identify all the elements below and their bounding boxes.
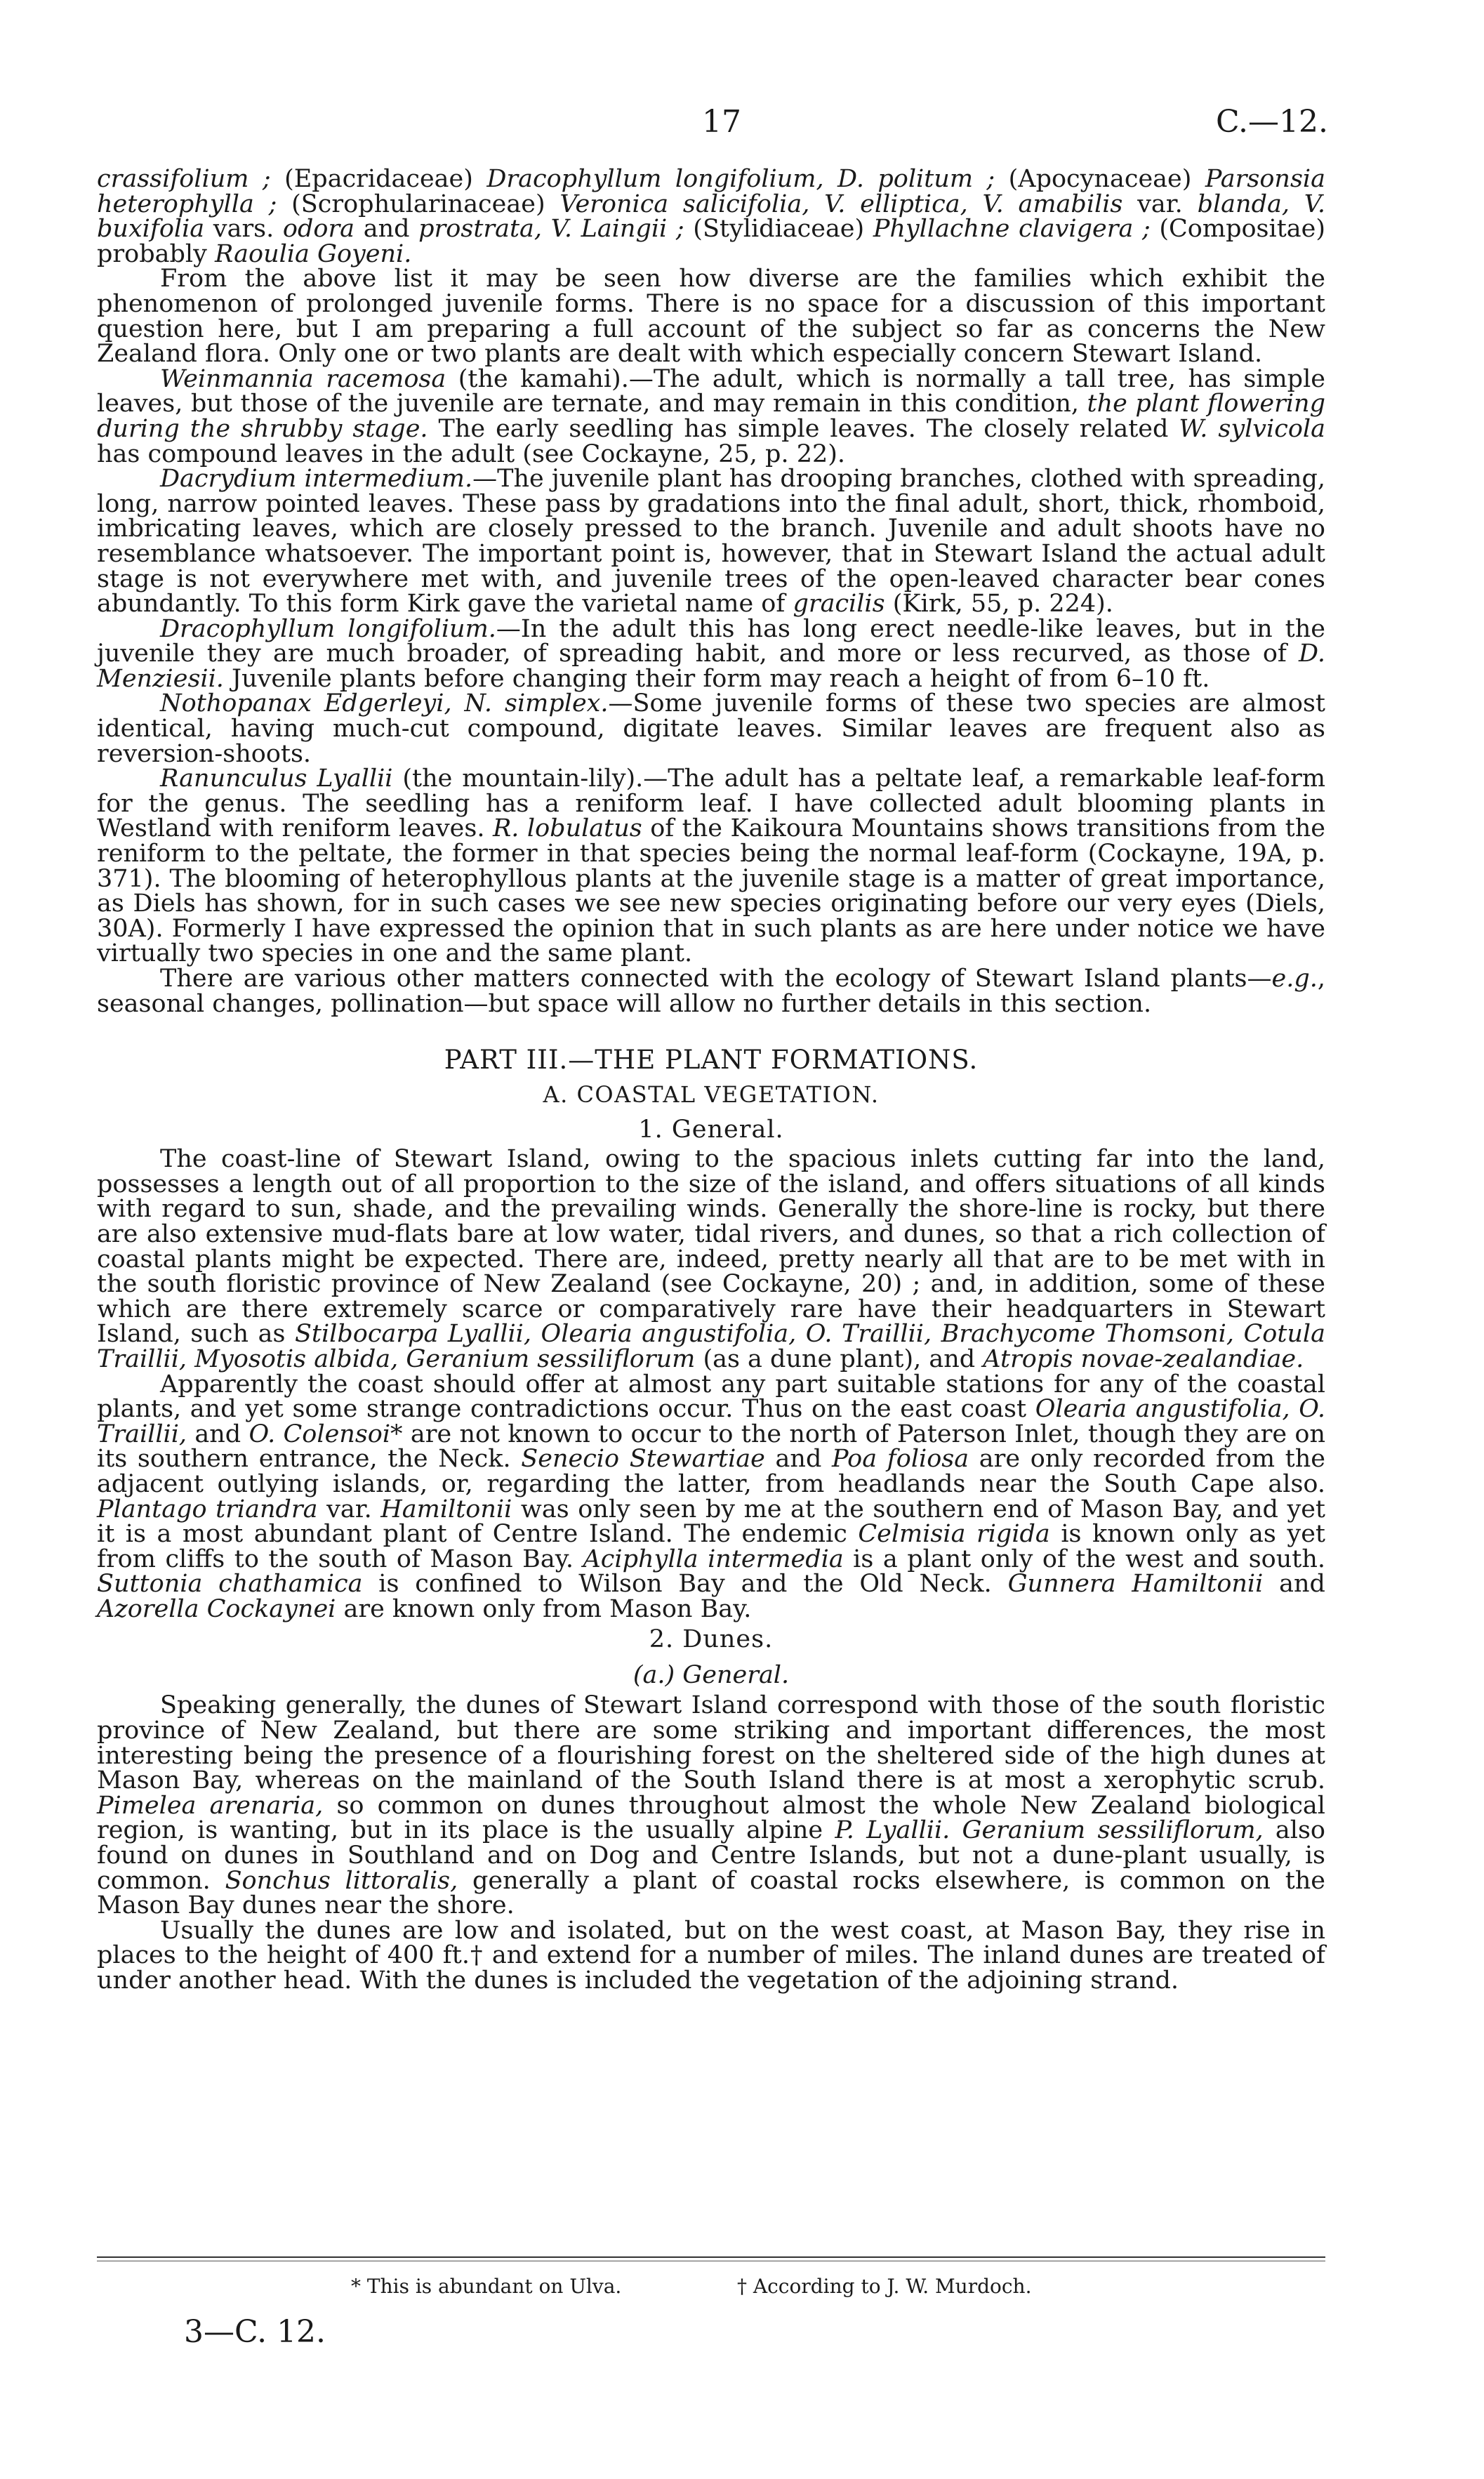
section-heading: 2. Dunes. xyxy=(649,1625,774,1654)
printer-signature: 3—C. 12. xyxy=(184,2314,326,2350)
section-heading: A. COASTAL VEGETATION. xyxy=(543,1081,880,1109)
paragraph: crassifolium ; (Epacridaceae) Dracophyllum longifolium, D. politum ; (Apocynaceae) Parsonsia heterophylla ; (Scrophularinaceae) Veronica salicifolia, V. elliptica, V. amabilis var. blanda, V. buxifolia vars. odora and prostrata, V. Laingii ; (Stylidiaceae) Phyllachne clavigera ; (Compositae) probably Raoulia Goyeni. xyxy=(97,165,1326,268)
page-number: 17 xyxy=(702,104,741,140)
paragraph: Apparently the coast should offer at almost any part suitable stations for any of the coastal plants, and yet some strange contradictions occur. Thus on the east coast Olearia angustifolia, O. Traillii, and O. Colensoi* are not known to occur to the north of Paterson Inlet, though they are on its southern entrance, the Neck. Senecio Stewartiae and Poa foliosa are only recorded from the adjacent outlying islands, or, regarding the latter, from headlands near the South Cape also. Plantago triandra var. Hamiltonii was only seen by me at the southern end of Mason Bay, and yet it is a most abundant plant of Centre Island. The endemic Celmisia rigida is known only as yet from cliffs to the south of Mason Bay. Aciphylla intermedia is a plant only of the west and south. Suttonia chathamica is confined to Wilson Bay and the Old Neck. Gunnera Hamiltonii and Azorella Cockaynei are known only from Mason Bay. xyxy=(97,1370,1325,1623)
footnote-2: † According to J. W. Murdoch. xyxy=(737,2275,1032,2298)
paragraph: Usually the dunes are low and isolated, but on the west coast, at Mason Bay, they rise in places to the height of 400 ft.† and extend for a number of miles. The inland dunes are treated of under another head. With the dunes is included the vegetation of the adjoining strand. xyxy=(97,1916,1325,1995)
document-code: C.—12. xyxy=(1215,104,1328,140)
paragraph: Dacrydium intermedium.—The juvenile plant has drooping branches, clothed with spreading, long, narrow pointed leaves. These pass by gradations into the final adult, short, thick, rhomboid, imbricating leaves, which are closely pressed to the branch. Juvenile and adult shoots have no resemblance whatsoever. The important point is, however, that in Stewart Island the actual adult stage is not everywhere met with, and juvenile trees of the open-leaved character bear cones abundantly. To this form Kirk gave the varietal name of gracilis (Kirk, 55, p. 224). xyxy=(97,465,1325,619)
paragraph: From the above list it may be seen how diverse are the families which exhibit the phenomenon of prolonged juvenile forms. There is no space for a discussion of this important question here, but I am preparing a full account of the subject so far as concerns the New Zealand flora. Only one or two plants are dealt with which especially concern Stewart Island. xyxy=(97,265,1325,369)
section-heading: PART III.—THE PLANT FORMATIONS. xyxy=(444,1045,979,1076)
body-text xyxy=(97,167,1325,1994)
section-heading: 1. General. xyxy=(638,1116,784,1144)
paragraph: The coast-line of Stewart Island, owing to the spacious inlets cutting far into the land, possesses a length out of all proportion to the size of the island, and offers situations of all kinds with regard to sun, shade, and the prevailing winds. Generally the shore-line is rocky, but there are also extensive mud-flats bare at low water, tidal rivers, and dunes, so that a rich collection of coastal plants might be expected. There are, indeed, pretty nearly all that are to be met with in the south floristic province of New Zealand (see Cockayne, 20) ; and, in addition, some of these which are there extremely scarce or comparatively rare have their headquarters in Stewart Island, such as Stilbocarpa Lyallii, Olearia angustifolia, O. Traillii, Brachycome Thomsoni, Cotula Traillii, Myosotis albida, Geranium sessiliflorum (as a dune plant), and Atropis novae-zealandiae. xyxy=(97,1145,1325,1373)
paragraph: Dracophyllum longifolium.—In the adult this has long erect needle-like leaves, but in the juvenile they are much broader, of spreading habit, and more or less recurved, as those of D. Menziesii. Juvenile plants before changing their form may reach a height of from 6–10 ft. xyxy=(97,614,1325,693)
paragraph: Weinmannia racemosa (the kamahi).—The adult, which is normally a tall tree, has simple leaves, but those of the juvenile are ternate, and may remain in this condition, the plant flowering during the shrubby stage. The early seedling has simple leaves. The closely related W. sylvicola has compound leaves in the adult (see Cockayne, 25, p. 22). xyxy=(97,364,1325,468)
footnote-1: * This is abundant on Ulva. xyxy=(351,2275,622,2298)
section-heading: (a.) General. xyxy=(632,1661,790,1690)
paragraph: Speaking generally, the dunes of Stewart Island correspond with those of the south floristic province of New Zealand, but there are some striking and important differences, the most interesting being the presence of a flourishing forest on the sheltered side of the high dunes at Mason Bay, whereas on the mainland of the South Island there is at most a xerophytic scrub. Pimelea arenaria, so common on dunes throughout almost the whole New Zealand biological region, is wanting, but in its place is the usually alpine P. Lyallii. Geranium sessiliflorum, also found on dunes in Southland and on Dog and Centre Islands, but not a dune-plant usually, is common. Sonchus littoralis, generally a plant of coastal rocks elsewhere, is common on the Mason Bay dunes near the shore. xyxy=(97,1691,1326,1920)
paragraph: Nothopanax Edgerleyi, N. simplex.—Some juvenile forms of these two species are almost identical, having much-cut compound, digitate leaves. Similar leaves are frequent also as reversion-shoots. xyxy=(97,689,1325,768)
footnote-rule xyxy=(97,2256,1325,2258)
paragraph: There are various other matters connected with the ecology of Stewart Island plants—e.g., seasonal changes, pollination—but space will allow no further details in this section. xyxy=(97,965,1325,1018)
paragraph: Ranunculus Lyallii (the mountain-lily).—The adult has a peltate leaf, a remarkable leaf-form for the genus. The seedling has a reniform leaf. I have collected adult blooming plants in Westland with reniform leaves. R. lobulatus of the Kaikoura Mountains shows transitions from the reniform to the peltate, the former in that species being the normal leaf-form (Cockayne, 19A, p. 371). The blooming of heterophyllous plants at the juvenile stage is a matter of great importance, as Diels has shown, for in such cases we see new species originating before our very eyes (Diels, 30A). Formerly I have expressed the opinion that in such plants as are here under notice we have virtually two species in one and the same plant. xyxy=(97,765,1326,968)
